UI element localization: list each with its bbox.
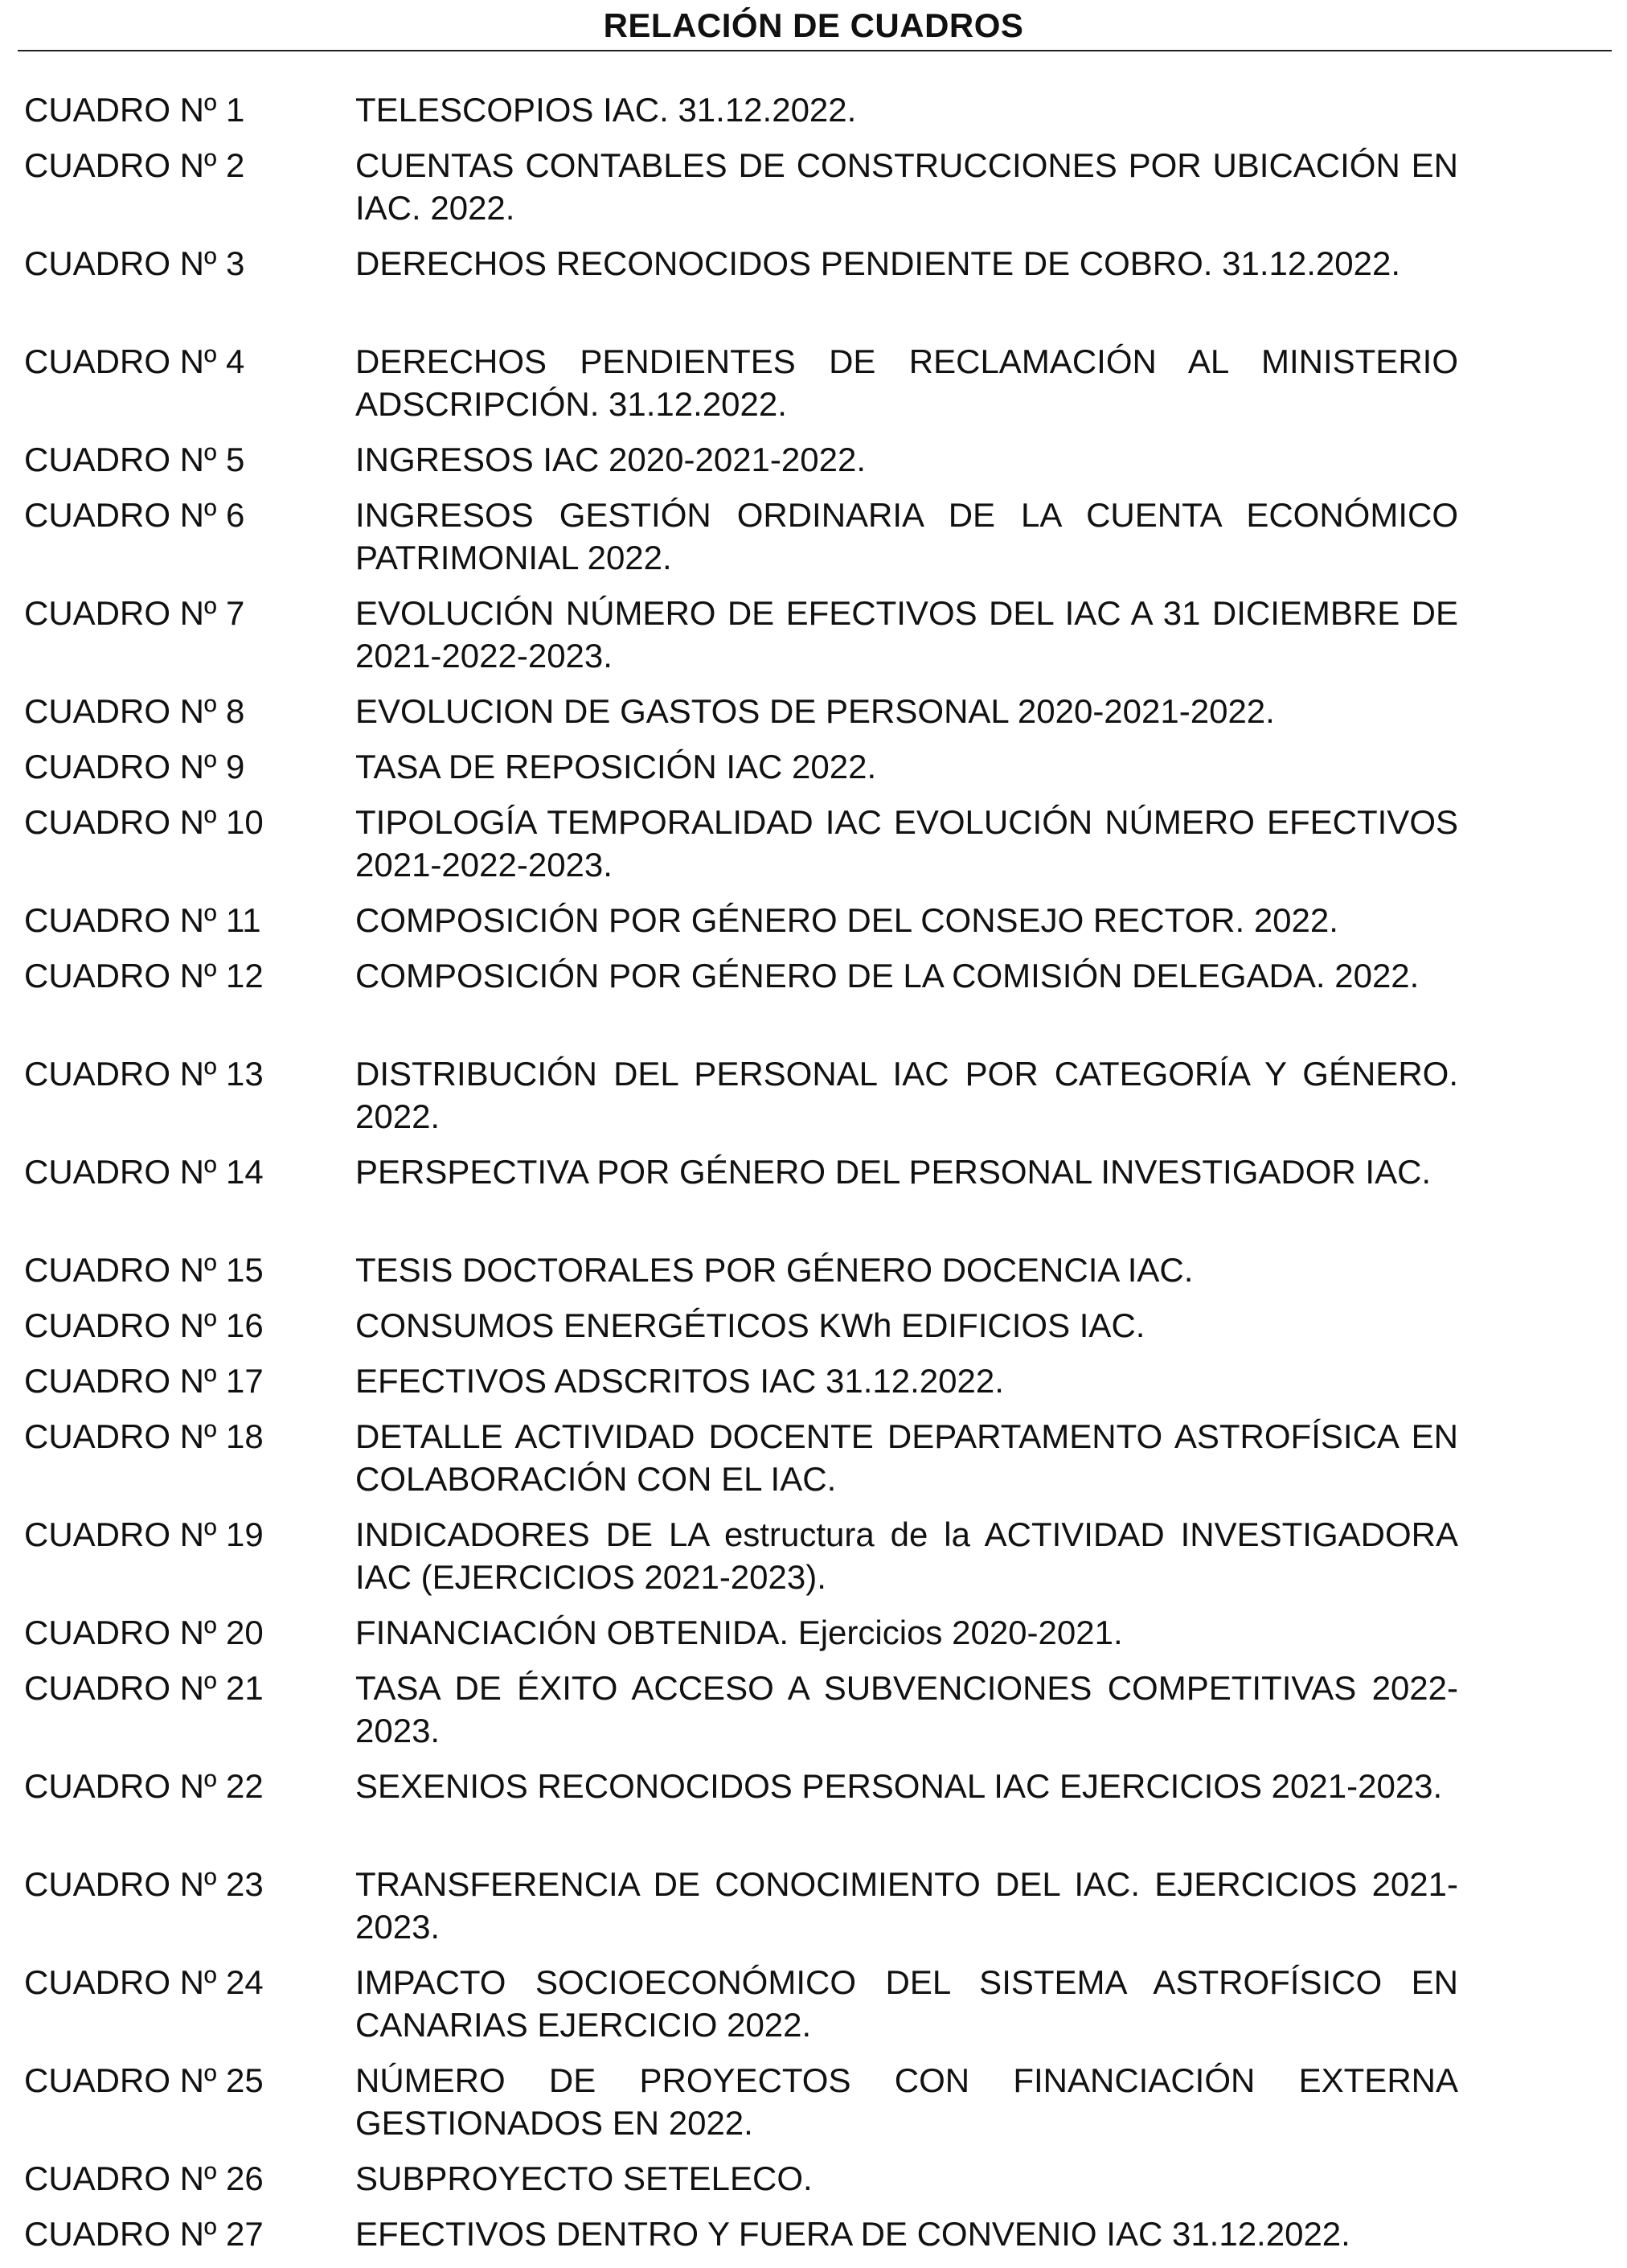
item-number: CUADRO Nº 25 [24,2061,264,2099]
item-number: CUADRO Nº 7 [24,594,245,632]
item-title: EVOLUCIÓN NÚMERO DE EFECTIVOS DEL IAC A 31 DICIEMBRE DE 2021-2022-2023. [355,594,1458,675]
list-item [24,494,1471,592]
item-number: CUADRO Nº 20 [24,1614,264,1651]
item-title: COMPOSICIÓN POR GÉNERO DE LA COMISIÓN DELEGADA. 2022. [355,957,1420,995]
item-title: NÚMERO DE PROYECTOS CON FINANCIACIÓN EXTERNA GESTIONADOS EN 2022. [355,2061,1458,2142]
list-item [24,144,1471,242]
list-item [24,1667,1471,1765]
item-title: IMPACTO SOCIOECONÓMICO DEL SISTEMA ASTROFÍSICO EN CANARIAS EJERCICIO 2022. [355,1963,1458,2044]
item-number: CUADRO Nº 1 [24,91,245,129]
item-number: CUADRO Nº 19 [24,1515,264,1553]
list-item [24,1611,1471,1667]
item-title: INGRESOS IAC 2020-2021-2022. [355,441,867,478]
item-title: SUBPROYECTO SETELECO. [355,2159,813,2197]
item-title: TIPOLOGÍA TEMPORALIDAD IAC EVOLUCIÓN NÚMERO EFECTIVOS 2021-2022-2023. [355,803,1458,884]
item-number: CUADRO Nº 8 [24,692,245,730]
item-title: CUENTAS CONTABLES DE CONSTRUCCIONES POR UBICACIÓN EN IAC. 2022. [355,146,1458,227]
item-title: INDICADORES DE LA estructura de la ACTIVIDAD INVESTIGADORA IAC (EJERCICIOS 2021-2023). [355,1515,1458,1596]
table-list [24,88,1471,2268]
list-item [24,1052,1471,1150]
item-number: CUADRO Nº 2 [24,146,245,184]
item-title: COMPOSICIÓN POR GÉNERO DEL CONSEJO RECTOR. 2022. [355,901,1338,939]
item-number: CUADRO Nº 6 [24,496,245,534]
item-title: TELESCOPIOS IAC. 31.12.2022. [355,91,857,129]
list-item [24,1863,1471,1961]
item-number: CUADRO Nº 17 [24,1362,264,1400]
list-item [24,438,1471,494]
item-number: CUADRO Nº 3 [24,244,245,282]
item-number: CUADRO Nº 10 [24,803,264,841]
item-number: CUADRO Nº 23 [24,1865,264,1903]
item-title: EFECTIVOS ADSCRITOS IAC 31.12.2022. [355,1362,1004,1400]
item-number: CUADRO Nº 26 [24,2159,264,2197]
item-title: CONSUMOS ENERGÉTICOS KWh EDIFICIOS IAC. [355,1306,1145,1344]
item-title: TRANSFERENCIA DE CONOCIMIENTO DEL IAC. EJERCICIOS 2021-2023. [355,1865,1458,1946]
item-title: DERECHOS RECONOCIDOS PENDIENTE DE COBRO. 31.12.2022. [355,244,1401,282]
item-title: SEXENIOS RECONOCIDOS PERSONAL IAC EJERCICIOS 2021-2023. [355,1767,1443,1805]
item-number: CUADRO Nº 4 [24,342,245,380]
list-item [24,592,1471,690]
item-number: CUADRO Nº 22 [24,1767,264,1805]
item-number: CUADRO Nº 5 [24,441,245,478]
item-title: PERSPECTIVA POR GÉNERO DEL PERSONAL INVESTIGADOR IAC. [355,1153,1432,1191]
item-title: TASA DE ÉXITO ACCESO A SUBVENCIONES COMPETITIVAS 2022-2023. [355,1669,1458,1749]
list-item [24,242,1471,340]
list-item [24,1765,1471,1863]
list-item [24,340,1471,438]
title-underline [18,50,1612,51]
list-item [24,801,1471,899]
item-title: DERECHOS PENDIENTES DE RECLAMACIÓN AL MINISTERIO ADSCRIPCIÓN. 31.12.2022. [355,342,1458,423]
list-item [24,745,1471,801]
item-number: CUADRO Nº 11 [24,901,261,939]
list-item [24,2059,1471,2157]
item-number: CUADRO Nº 12 [24,957,264,995]
item-number: CUADRO Nº 9 [24,748,245,785]
list-item [24,954,1471,1052]
list-item [24,1513,1471,1611]
list-item [24,1249,1471,1304]
item-title: DETALLE ACTIVIDAD DOCENTE DEPARTAMENTO ASTROFÍSICA EN COLABORACIÓN CON EL IAC. [355,1417,1458,1498]
item-number: CUADRO Nº 27 [24,2215,264,2253]
list-item [24,1415,1471,1513]
list-item [24,690,1471,745]
item-title: INGRESOS GESTIÓN ORDINARIA DE LA CUENTA ECONÓMICO PATRIMONIAL 2022. [355,496,1458,576]
item-title: EFECTIVOS DENTRO Y FUERA DE CONVENIO IAC 31.12.2022. [355,2215,1350,2253]
item-number: CUADRO Nº 16 [24,1306,264,1344]
list-item [24,1304,1471,1360]
item-number: CUADRO Nº 18 [24,1417,264,1455]
item-title: TESIS DOCTORALES POR GÉNERO DOCENCIA IAC. [355,1251,1194,1289]
list-item [24,1961,1471,2059]
item-number: CUADRO Nº 13 [24,1055,264,1093]
item-number: CUADRO Nº 14 [24,1153,264,1191]
item-title: DISTRIBUCIÓN DEL PERSONAL IAC POR CATEGORÍA Y GÉNERO. 2022. [355,1055,1458,1135]
list-item [24,899,1471,954]
item-title: TASA DE REPOSICIÓN IAC 2022. [355,748,877,785]
list-item [24,2157,1471,2213]
item-title: FINANCIACIÓN OBTENIDA. Ejercicios 2020-2021. [355,1614,1123,1651]
item-title: EVOLUCION DE GASTOS DE PERSONAL 2020-2021-2022. [355,692,1275,730]
list-item [24,88,1471,144]
item-number: CUADRO Nº 24 [24,1963,264,2001]
item-number: CUADRO Nº 15 [24,1251,264,1289]
page-title: RELACIÓN DE CUADROS [603,6,1024,44]
item-number: CUADRO Nº 21 [24,1669,264,1707]
list-item [24,1360,1471,1415]
list-item [24,2213,1471,2268]
list-item [24,1150,1471,1249]
